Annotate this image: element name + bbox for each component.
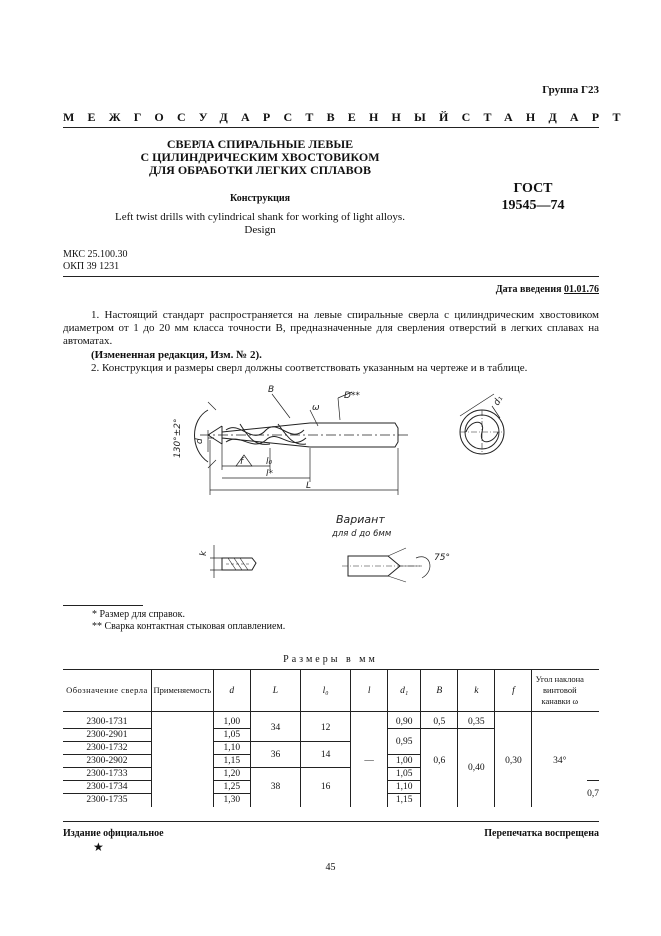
title-line-2: С ЦИЛИНДРИЧЕСКИМ ХВОСТОВИКОМ	[140, 150, 380, 164]
label-d1: d₁	[491, 394, 506, 408]
header-l: l	[351, 670, 388, 712]
cell-d: 1,05	[213, 729, 250, 742]
title-line-3: ДЛЯ ОБРАБОТКИ ЛЕГКИХ СПЛАВОВ	[148, 163, 372, 177]
variant-title: Вариант	[336, 513, 385, 526]
header-code: Обозначение сверла	[66, 685, 148, 695]
cell-d: 1,10	[213, 742, 250, 755]
table-caption: Размеры в мм	[283, 654, 378, 665]
cell-code: 2300-1733	[63, 768, 151, 781]
cell-k: 0,35	[458, 716, 495, 729]
angle-arc	[195, 410, 209, 462]
cell-B: 0,5	[421, 716, 458, 729]
footnote-2: ** Сварка контактная стыковая оплавлением.	[92, 621, 286, 632]
variant-subtitle: для d до 6мм	[332, 529, 392, 539]
header-l0: l₀	[301, 670, 351, 712]
label-angle: 130°±2°	[173, 418, 183, 458]
mks-code: МКС 25.100.30	[63, 249, 128, 260]
cell-d1: 1,00	[388, 755, 421, 768]
header-L: L	[250, 670, 300, 712]
cell-B: 0,7	[587, 781, 599, 807]
cell-l0: 14	[301, 742, 351, 768]
label-f: f	[240, 457, 244, 467]
header-f: f	[495, 670, 532, 712]
cell-L: 34	[250, 716, 300, 742]
date-label: Дата введения	[495, 284, 562, 295]
cell-code: 2300-1734	[63, 781, 151, 794]
amendment-note: (Измененная редакция, Изм. № 2).	[91, 349, 262, 361]
header-k: k	[458, 670, 495, 712]
cell-code: 2300-1732	[63, 742, 151, 755]
label-d: d	[195, 438, 205, 444]
star-icon: ★	[93, 840, 104, 854]
angle-75-arc	[416, 557, 430, 578]
label-l: l*	[266, 469, 274, 479]
cell-code: 2300-2902	[63, 755, 151, 768]
gost-number	[488, 180, 578, 214]
header-B: B	[421, 670, 458, 712]
date-value: 01.01.76	[564, 284, 599, 295]
cell-d: 1,15	[213, 755, 250, 768]
gost-label: ГОСТ	[513, 181, 553, 196]
cell-d1: 1,10	[388, 781, 421, 794]
label-l0: l₀	[266, 457, 273, 467]
cell-d: 1,25	[213, 781, 250, 794]
drill-drawing	[160, 380, 530, 585]
cell-d1: 0,90	[388, 716, 421, 729]
english-title-line-2: Design	[244, 224, 276, 236]
label-B: B	[268, 385, 275, 395]
cell-d1: 0,95	[388, 729, 421, 755]
cell-omega: 34°	[532, 716, 587, 807]
paragraph-2: 2. Конструкция и размеры сверл должны соответствовать указанным на чертеже и в таблице.	[91, 362, 528, 374]
footer-reprint: Перепечатка воспрещена	[484, 828, 599, 839]
cell-L: 36	[250, 742, 300, 768]
label-D: D**	[344, 391, 360, 401]
header-omega: Угол наклона винтовой канавки ω	[532, 670, 587, 712]
header-d: d	[213, 670, 250, 712]
page-number: 45	[325, 862, 336, 873]
cell-l0: 16	[301, 768, 351, 807]
label-75: 75°	[434, 553, 450, 563]
banner-right: СТАНДАРТ	[461, 110, 634, 124]
effective-date	[496, 284, 599, 295]
gost-code: 19545—74	[501, 198, 565, 213]
document-title	[100, 138, 420, 177]
header-usage: Применяемость	[151, 670, 213, 712]
footer-rule	[63, 821, 599, 822]
cell-l: —	[351, 716, 388, 807]
standard-banner	[63, 110, 634, 125]
classification-codes	[63, 249, 127, 273]
table-header-row	[63, 670, 599, 712]
footnote-1: * Размер для справок.	[92, 609, 185, 620]
cell-f: 0,30	[495, 716, 532, 807]
cell-d1: 1,05	[388, 768, 421, 781]
cell-code: 2300-2901	[63, 729, 151, 742]
group-label: Группа Г23	[542, 84, 599, 96]
label-k: k	[199, 550, 209, 556]
L-dim	[210, 440, 398, 495]
cell-code: 2300-1731	[63, 716, 151, 729]
table-row	[63, 716, 599, 729]
title-line-1: СВЕРЛА СПИРАЛЬНЫЕ ЛЕВЫЕ	[166, 137, 354, 151]
cell-l0: 12	[301, 716, 351, 742]
document-subtitle: Конструкция	[229, 193, 291, 204]
cell-B: 0,6	[433, 756, 446, 767]
label-omega: ω	[312, 403, 320, 413]
label-L: L	[306, 481, 312, 491]
cell-d1: 1,15	[388, 794, 421, 807]
cell-d: 1,00	[213, 716, 250, 729]
dimensions-table	[63, 669, 599, 807]
cell-d: 1,30	[213, 794, 250, 807]
okp-code: ОКП 39 1231	[63, 261, 120, 272]
cell-k: 0,40	[458, 729, 495, 807]
english-title	[90, 211, 430, 237]
codes-rule	[63, 276, 599, 277]
cell-d: 1,20	[213, 768, 250, 781]
header-d1: d₁	[388, 670, 421, 712]
cell-code: 2300-1735	[86, 795, 128, 806]
footer-official: Издание официальное	[63, 828, 164, 839]
header-rule	[63, 127, 599, 128]
english-title-line-1: Left twist drills with cylindrical shank for working of light alloys.	[115, 211, 405, 223]
paragraph-1: 1. Настоящий стандарт распространяется на левые спиральные сверла с цилиндрическим хвостовиком диаметром от 1 до 20 мм класса точности В, предназначенные для сверления отверстий в легких сплавах на автоматах.	[63, 309, 599, 347]
banner-left: МЕЖГОСУДАРСТВЕННЫЙ	[63, 110, 462, 124]
footnote-rule	[63, 605, 143, 606]
cell-L: 38	[270, 782, 281, 793]
